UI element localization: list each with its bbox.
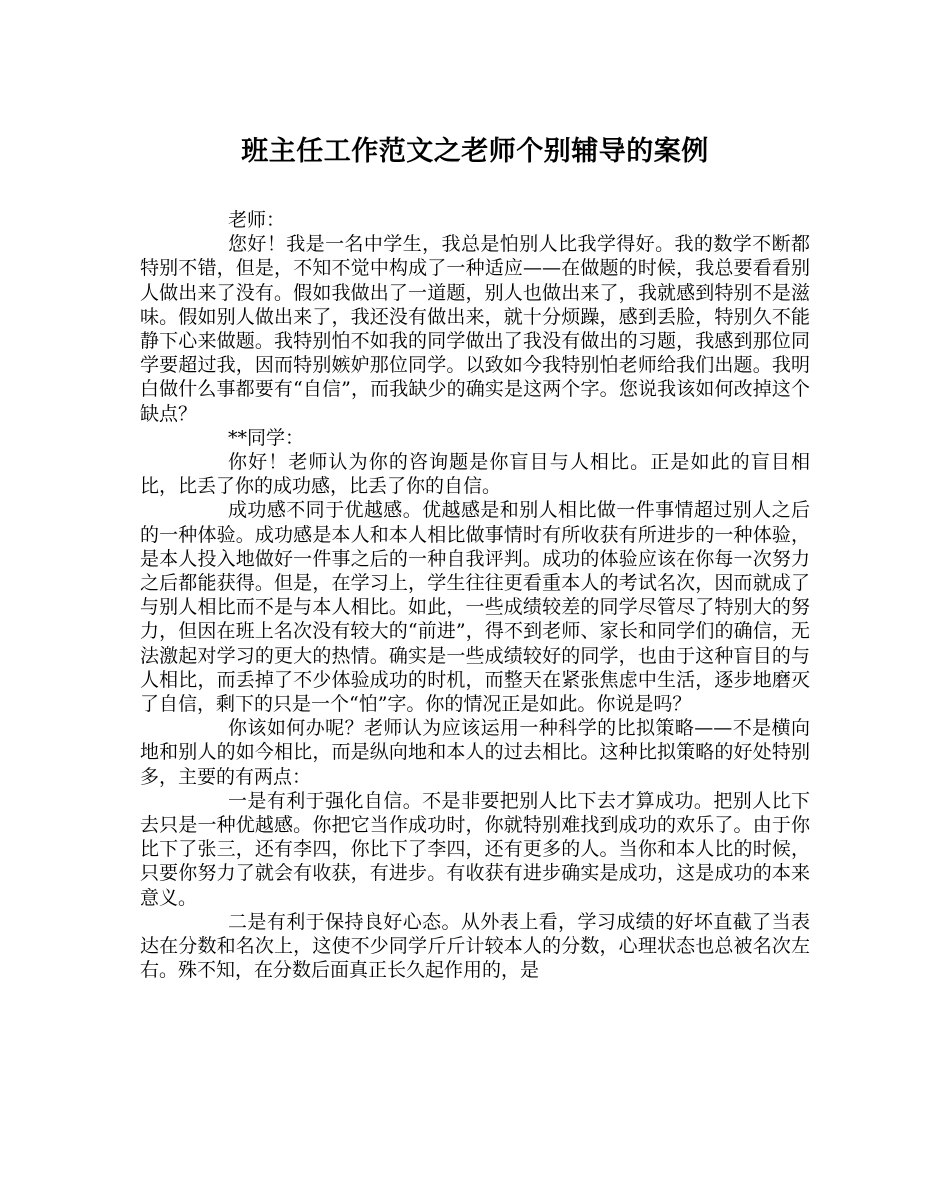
- paragraph-comparison-strategy: 你该如何办呢？老师认为应该运用一种科学的比拟策略——不是横向地和别人的如今相比，而是纵向地和本人的过去相比。这种比拟策略的好处特别多，主要的有两点：: [140, 717, 810, 788]
- document-title: 班主任工作范文之老师个别辅导的案例: [241, 136, 709, 167]
- paragraph-point-two: 二是有利于保持良好心态。从外表上看，学习成绩的好坏直截了当表达在分数和名次上，这使不少同学斤斤计较本人的分数，心理状态也总被名次左右。殊不知，在分数后面真正长久起作用的，是: [140, 910, 810, 982]
- salutation-student: **同学：: [228, 426, 305, 449]
- paragraph-reply-intro: 你好！老师认为你的咨询题是你盲目与人相比。正是如此的盲目相比，比丢了你的成功感，比丢了你的自信。: [140, 451, 810, 498]
- paragraph-point-one: 一是有利于强化自信。不是非要把别人比下去才算成功。把别人比下去只是一种优越感。你把它当作成功时，你就特别难找到成功的欢乐了。由于你比下了张三，还有李四，你比下了李四，还有更多的人。当你和本人比的时候，只要你努力了就会有收获，有进步。有收获有进步确实是成功，这是成功的本来意义。: [140, 789, 810, 909]
- document-body: [140, 208, 810, 983]
- paragraph-success-feeling: 成功感不同于优越感。优越感是和别人相比做一件事情超过别人之后的一种体验。成功感是本人和本人相比做事情时有所收获有所进步的一种体验，是本人投入地做好一件事之后的一种自我评判。成功的体验应该在你每一次努力之后都能获得。但是，在学习上，学生往往更看重本人的考试名次，因而就成了与别人相比而不是与本人相比。如此，一些成绩较差的同学尽管尽了特别大的努力，但因在班上名次没有较大的“前进”，得不到老师、家长和同学们的确信，无法激起对学习的更大的热情。确实是一些成绩较好的同学，也由于这种盲目的与人相比，而丢掉了不少体验成功的时机，而整天在紧张焦虑中生活，逐步地磨灭了自信，剩下的只是一个“怕”字。你的情况正是如此。你说是吗？: [140, 499, 810, 716]
- salutation-teacher: 老师：: [228, 209, 286, 231]
- paragraph-letter: 您好！我是一名中学生，我总是怕别人比我学得好。我的数学不断都特别不错，但是，不知不觉中构成了一种适应——在做题的时候，我总要看看别人做出来了没有。假如我做出了一道题，别人也做出来了，我就感到特别不是滋味。假如别人做出来了，我还没有做出来，就十分烦躁，感到丢脸，特别久不能静下心来做题。我特别怕不如我的同学做出了我没有做出的习题，我感到那位同学要超过我，因而特别嫉妒那位同学。以致如今我特别怕老师给我们出题。我明白做什么事都要有“自信”，而我缺少的确实是这两个字。您说我该如何改掉这个缺点？: [140, 233, 810, 425]
